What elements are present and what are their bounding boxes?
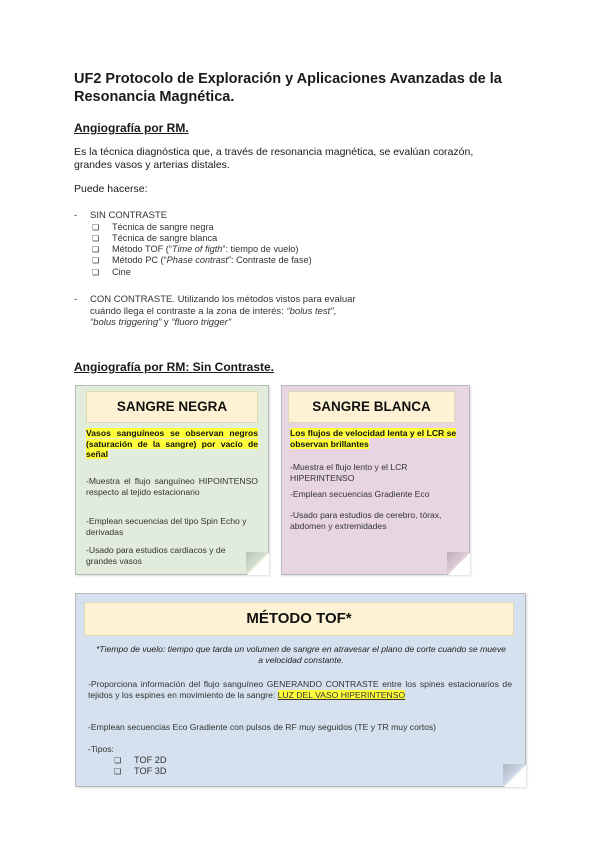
bolus-test: “bolus test” (286, 305, 334, 317)
list-item: ❏ Método PC (“Phase contrast”: Contraste de fase) (90, 255, 374, 266)
list-item: ❏ Cine (90, 267, 374, 278)
bolus-triggering: “bolus triggering” (90, 317, 162, 328)
sangre-negra-title: SANGRE NEGRA (86, 391, 258, 423)
tof-tipos-list (96, 755, 167, 778)
sin-contraste-block (74, 210, 374, 278)
document-title: UF2 Protocolo de Exploración y Aplicaciones Avanzadas de la Resonancia Magnética. (74, 71, 502, 105)
lead-text: Puede hacerse: (74, 183, 148, 195)
page-curl-shade (503, 764, 525, 786)
sangre-negra-p2: -Emplean secuencias del tipo Spin Echo y derivadas (86, 516, 247, 537)
sangre-negra-p3: -Usado para estudios cardiacos y de grandes vasos (86, 545, 226, 566)
section-heading-angiografia: Angiografía por RM. (74, 121, 189, 135)
con-contraste-block (74, 294, 358, 329)
list-item: ❏ Técnica de sangre blanca (90, 233, 374, 244)
list-item: ❏ TOF 2D (112, 755, 167, 766)
page-curl-shade (447, 552, 469, 574)
highlight-text: Los flujos de velocidad lenta y el LCR se observan brillantes (290, 428, 457, 449)
metodo-tof-title: MÉTODO TOF* (84, 602, 514, 636)
sin-contraste-label: - SIN CONTRASTE (74, 210, 374, 222)
sangre-negra-p1: -Muestra el flujo sanguíneo HIPOINTENSO respecto al tejido estacionario (86, 476, 258, 497)
list-item: ❏ Técnica de sangre negra (90, 222, 374, 233)
separator: , (333, 305, 337, 317)
sangre-negra-card (75, 385, 269, 575)
con-contraste-text: CON CONTRASTE. Utilizando los métodos vistos para evaluar cuándo llega el contraste a la zona de interés: (90, 294, 356, 317)
tof-note: *Tiempo de vuelo: tiempo que tarda un volumen de sangre en atravesar el plano de corte cuando se mueve a velocidad constante. (96, 644, 506, 665)
tof-p1-text: -Proporciona información del flujo sanguíneo GENERANDO CONTRASTE entre los spines estacionarios de tejidos y los espines en movimiento de la sangre: (88, 679, 512, 700)
sangre-blanca-p1: -Muestra el flujo lento y el LCR HIPERINTENSO (290, 462, 408, 483)
sangre-blanca-title: SANGRE BLANCA (288, 391, 455, 423)
sangre-blanca-card (281, 385, 470, 575)
tof-p1 (88, 679, 512, 700)
sangre-negra-highlight (86, 428, 258, 460)
list-item: ❏ TOF 3D (112, 766, 167, 777)
list-item: ❏ Método TOF (“Time of figth”: tiempo de vuelo) (90, 244, 374, 255)
page-curl-shade (246, 552, 268, 574)
separator: y (161, 317, 172, 328)
highlight-text: Vasos sanguíneos se observan negros (saturación de la sangre) por vacío de señal (86, 428, 258, 460)
intro-paragraph: Es la técnica diagnóstica que, a través de resonancia magnética, se evalúan corazón, grandes vasos y arterias distales. (74, 146, 474, 171)
tof-p1-highlight: LUZ DEL VASO HIPERINTENSO (277, 689, 406, 700)
section-heading-sin-contraste: Angiografía por RM: Sin Contraste. (74, 360, 275, 374)
tof-p2: -Emplean secuencias Eco Gradiente con pulsos de RF muy seguidos (TE y TR muy cortos) (88, 722, 437, 732)
sangre-blanca-p2: -Emplean secuencias Gradiente Eco (290, 489, 430, 499)
sin-contraste-list (74, 222, 374, 278)
sangre-blanca-highlight (290, 428, 462, 449)
fluoro-trigger: “fluoro trigger” (171, 317, 231, 328)
sangre-blanca-p3: -Usado para estudios de cerebro, tórax, abdomen y extremidades (290, 510, 442, 531)
metodo-tof-card (75, 593, 526, 787)
tof-tipos-label: -Tipos: (88, 744, 114, 754)
